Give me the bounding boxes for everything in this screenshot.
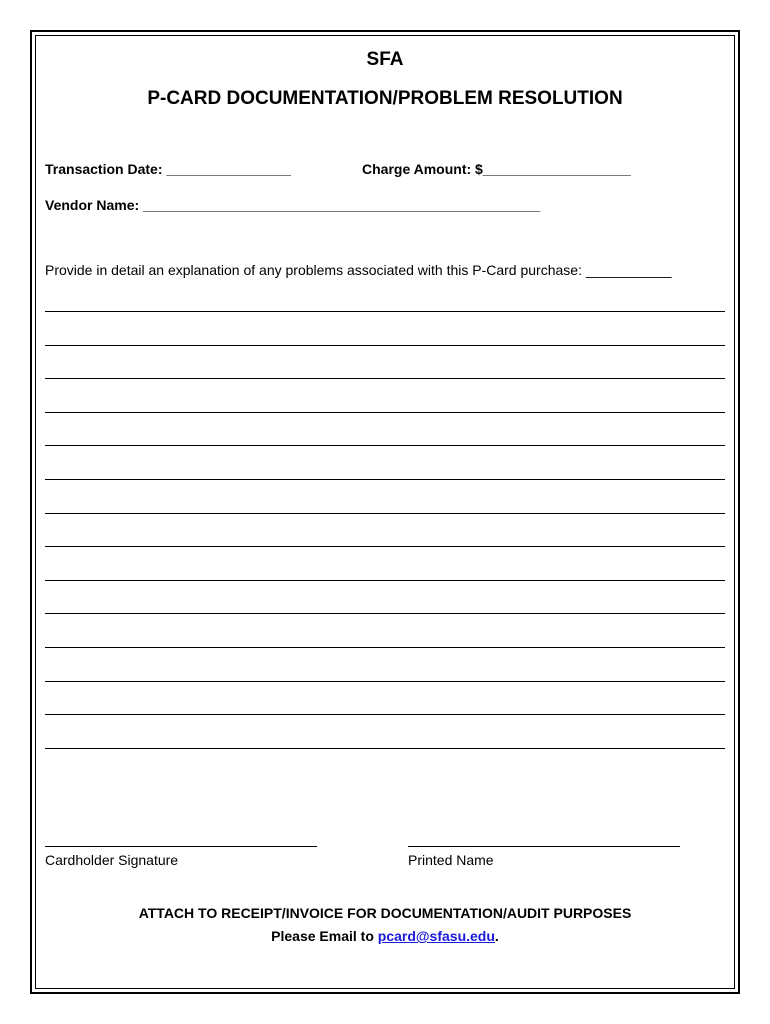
cardholder-signature-line[interactable]: [45, 846, 317, 847]
email-prefix: Please Email to: [271, 928, 378, 944]
explanation-line[interactable]: [45, 378, 725, 379]
form-title: P-CARD DOCUMENTATION/PROBLEM RESOLUTION: [147, 88, 623, 109]
email-instruction: [0, 928, 770, 944]
explanation-line[interactable]: [45, 580, 725, 581]
email-suffix: .: [494, 928, 499, 944]
email-link[interactable]: pcard@sfasu.edu: [377, 928, 495, 944]
explanation-line[interactable]: [45, 546, 725, 547]
charge-amount-field[interactable]: Charge Amount: $___________________: [362, 161, 631, 177]
org-title: SFA: [366, 49, 404, 70]
attach-instruction: ATTACH TO RECEIPT/INVOICE FOR DOCUMENTATION/AUDIT PURPOSES: [138, 905, 632, 921]
explanation-line[interactable]: [45, 714, 725, 715]
explanation-line[interactable]: [45, 479, 725, 480]
explanation-line[interactable]: [45, 748, 725, 749]
explanation-line[interactable]: [45, 681, 725, 682]
vendor-name-field[interactable]: Vendor Name: ___________________________________________________: [45, 197, 541, 213]
cardholder-signature-label: Cardholder Signature: [45, 852, 179, 868]
printed-name-line[interactable]: [408, 846, 680, 847]
explanation-line[interactable]: [45, 513, 725, 514]
explanation-line[interactable]: [45, 613, 725, 614]
printed-name-label: Printed Name: [408, 852, 494, 868]
explanation-line[interactable]: [45, 647, 725, 648]
explanation-line[interactable]: [45, 445, 725, 446]
explanation-prompt: Provide in detail an explanation of any problems associated with this P-Card purchase: ___________: [45, 262, 672, 278]
transaction-date-field[interactable]: Transaction Date: ________________: [45, 161, 291, 177]
explanation-line[interactable]: [45, 345, 725, 346]
explanation-line[interactable]: [45, 412, 725, 413]
explanation-line[interactable]: [45, 311, 725, 312]
